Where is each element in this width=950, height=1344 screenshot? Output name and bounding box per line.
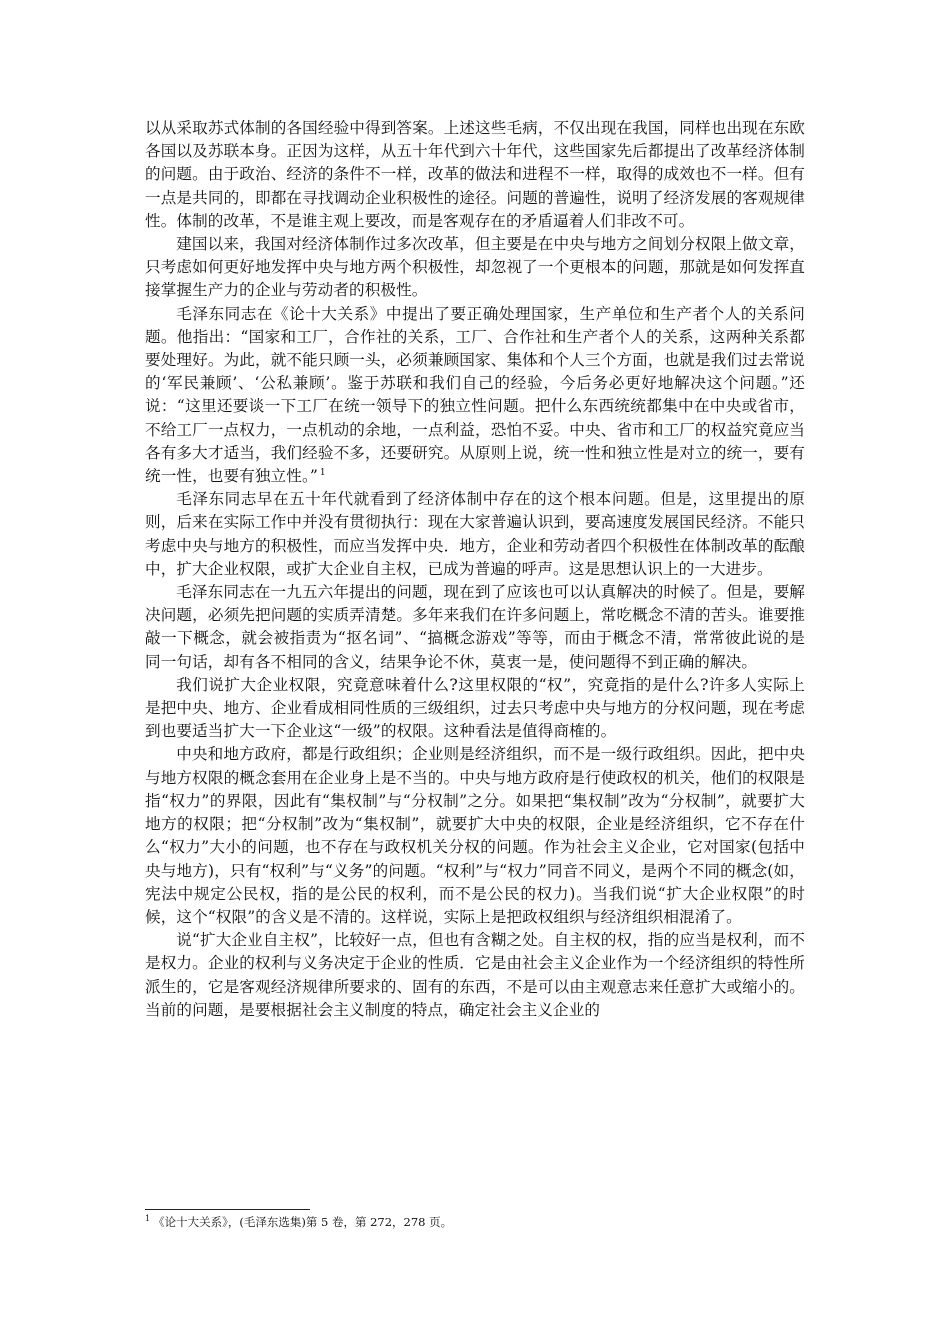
document-body <box>145 117 805 1022</box>
paragraph-6: 我们说扩大企业权限，究竟意味着什么?这里权限的“权”，究竟指的是什么?许多人实际上是把中央、地方、企业看成相同性质的三级组织，过去只考虑中央与地方的分权问题，现在考虑到也要适当扩大一下企业这“一级”的权限。这种看法是值得商榷的。 <box>145 675 805 741</box>
footnote-reference[interactable]: 1 <box>319 467 326 478</box>
paragraph-7: 中央和地方政府，都是行政组织；企业则是经济组织，而不是一级行政组织。因此，把中央与地方权限的概念套用在企业身上是不当的。中央与地方政府是行使政权的机关，他们的权限是指“权力”的界限，因此有“集权制”与“分权制”之分。如果把“集权制”改为“分权制”，就要扩大地方的权限；把“分权制”改为“集权制”，就要扩大中央的权限，企业是经济组织，它不存在什么“权力”大小的问题，也不存在与政权机关分权的问题。作为社会主义企业，它对国家(包括中央与地方)，只有“权利”与“义务”的问题。“权利”与“权力”同音不同义，是两个不同的概念(如，宪法中规定公民权，指的是公民的权利，而不是公民的权力)。当我们说“扩大企业权限”的时候，这个“权限”的含义是不清的。这样说，实际上是把政权组织与经济组织相混淆了。 <box>145 745 805 926</box>
paragraph-3 <box>145 303 805 489</box>
footnote-marker: 1 <box>145 1214 151 1224</box>
footnote-separator <box>145 1209 310 1210</box>
footnote-text: 《论十大关系》，(毛泽东选集)第 5 卷，第 272，278 页。 <box>153 1215 453 1229</box>
paragraph-1: 以从采取苏式体制的各国经验中得到答案。上述这些毛病，不仅出现在我国，同样也出现在东欧各国以及苏联本身。正因为这样，从五十年代到六十年代，这些国家先后都提出了改革经济体制的问题。由于政治、经济的条件不一样，改革的做法和进程不一样，取得的成效也不一样。但有一点是共同的，即都在寻找调动企业积极性的途径。问题的普遍性，说明了经济发展的客观规律性。体制的改革，不是谁主观上要改，而是客观存在的矛盾逼着人们非改不可。 <box>145 119 805 230</box>
paragraph-2: 建国以来，我国对经济体制作过多次改革，但主要是在中央与地方之间划分权限上做文章，只考虑如何更好地发挥中央与地方两个积极性，却忽视了一个更根本的问题，那就是如何发挥直接掌握生产力的企业与劳动者的积极性。 <box>145 235 805 300</box>
paragraph-5: 毛泽东同志在一九五六年提出的问题，现在到了应该也可以认真解决的时候了。但是，要解决问题，必须先把问题的实质弄清楚。多年来我们在许多问题上，常吃概念不清的苦头。谁要推敲一下概念，就会被指责为“抠名词”、“搞概念游戏”等等，而由于概念不清，常常彼此说的是同一句话，却有各不相同的含义，结果争论不休，莫衷一是，使问题得不到正确的解决。 <box>145 583 805 671</box>
footnote <box>145 1214 805 1230</box>
paragraph-4: 毛泽东同志早在五十年代就看到了经济体制中存在的这个根本问题。但是，这里提出的原则，后来在实际工作中并没有贯彻执行：现在大家普遍认识到，要高速度发展国民经济。不能只考虑中央与地方的积极性，而应当发挥中央．地方，企业和劳动者四个积极性在体制改革的酝酿中，扩大企业权限，或扩大企业自主权，已成为普遍的呼声。这是思想认识上的一大进步。 <box>145 490 805 578</box>
paragraph-8: 说“扩大企业自主权”，比较好一点，但也有含糊之处。自主权的权，指的应当是权利，而不是权力。企业的权利与义务决定于企业的性质．它是由社会主义企业作为一个经济组织的特性所派生的，它是客观经济规律所要求的、固有的东西，不是可以由主观意志来任意扩大或缩小的。当前的问题，是要根据社会主义制度的特点，确定社会主义企业的 <box>145 931 805 1019</box>
paragraph-3-text: 毛泽东同志在《论十大关系》中提出了要正确处理国家，生产单位和生产者个人的关系问题。他指出：“国家和工厂，合作社的关系，工厂、合作社和生产者个人的关系，这两种关系都要处理好。为此，就不能只顾一头，必须兼顾国家、集体和个人三个方面，也就是我们过去常说的‘军民兼顾’、‘公私兼顾’。鉴于苏联和我们自己的经验，今后务必更好地解决这个问题。”还说：“这里还要谈一下工厂在统一领导下的独立性问题。把什么东西统统都集中在中央或省市，不给工厂一点权力，一点机动的余地，一点利益，恐怕不妥。中央、省市和工厂的权益究竟应当各有多大才适当，我们经验不多，还要研究。从原则上说，统一性和独立性是对立的统一，要有统一性，也要有独立性。” <box>145 304 805 486</box>
